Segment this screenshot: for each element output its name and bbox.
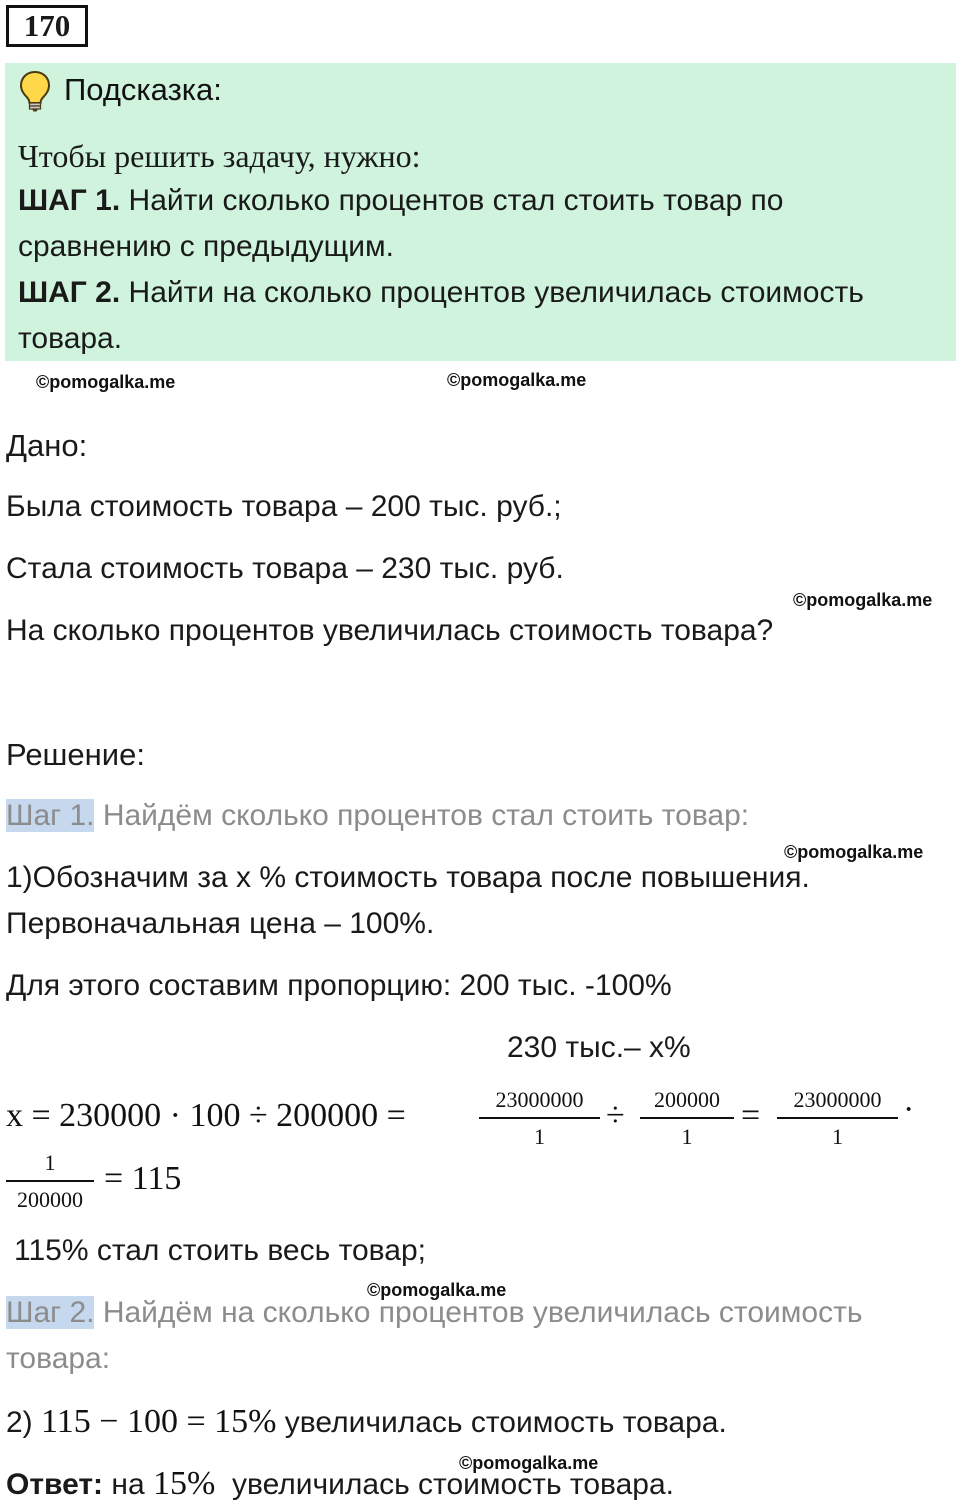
multiply-dot: · <box>903 1091 915 1128</box>
watermark: ©pomogalka.me <box>793 590 933 610</box>
fraction-numerator: 200000 <box>654 1087 720 1112</box>
solution-line: 1)Обозначим за x % стоимость товара после повышения. <box>6 861 810 894</box>
proportion-line2: 230 тыс.– x% <box>507 1031 691 1064</box>
solution-line: Первоначальная цена – 100%. <box>6 907 435 940</box>
line-math: 115 − 100 = 15% <box>41 1403 277 1440</box>
hint-step1 <box>18 184 783 218</box>
hint-step2 <box>18 276 864 310</box>
line-prefix: 2) <box>6 1406 33 1439</box>
fraction-denominator: 1 <box>832 1124 843 1149</box>
solution-step2 <box>6 1296 862 1330</box>
fraction-numerator: 23000000 <box>793 1087 882 1112</box>
fraction <box>479 1087 600 1149</box>
given-heading: Дано: <box>6 428 88 463</box>
lightbulb-icon <box>18 70 52 112</box>
step1-label: Шаг 1. <box>6 799 95 832</box>
equals-sign: = <box>741 1097 761 1134</box>
hint-step2-line2: товара. <box>18 322 123 355</box>
fraction-denominator: 1 <box>534 1124 545 1149</box>
watermark: ©pomogalka.me <box>459 1453 599 1473</box>
watermark: ©pomogalka.me <box>36 372 176 392</box>
fraction-numerator: 1 <box>44 1150 56 1175</box>
fraction <box>777 1087 898 1149</box>
line-text: увеличилась стоимость товара. <box>276 1406 727 1439</box>
hint-title: Подсказка: <box>64 72 222 107</box>
fraction-numerator: 23000000 <box>495 1087 584 1112</box>
given-question: На сколько процентов увеличилась стоимость товара? <box>6 614 774 647</box>
solution-heading: Решение: <box>6 737 145 772</box>
proportion-line1: Для этого составим пропорцию: 200 тыс. -100% <box>6 969 672 1002</box>
step2-label: Шаг 2. <box>6 1296 95 1329</box>
hint-step1-text: Найти сколько процентов стал стоить товар по <box>128 184 784 217</box>
watermark: ©pomogalka.me <box>367 1280 507 1300</box>
answer-prefix: на <box>103 1468 153 1501</box>
answer <box>6 1465 674 1503</box>
fraction <box>640 1087 734 1149</box>
watermark: ©pomogalka.me <box>447 370 587 390</box>
solution-step1 <box>6 799 749 833</box>
solution-line: 115% стал стоить весь товар; <box>14 1234 426 1267</box>
step2-text: Найдём на сколько процентов увеличилась стоимость <box>94 1296 863 1329</box>
equation-left: x = 230000 · 100 ÷ 200000 = <box>6 1097 406 1134</box>
hint-step1-line2: сравнению с предыдущим. <box>18 230 394 263</box>
fraction-denominator: 200000 <box>17 1187 83 1212</box>
step1-text: Найдём сколько процентов стал стоить товар: <box>94 799 750 832</box>
answer-label: Ответ: <box>6 1468 104 1501</box>
task-number: 170 <box>6 5 88 47</box>
step2-text-line2: товара: <box>6 1342 111 1375</box>
fraction <box>6 1150 94 1212</box>
answer-math: 15% <box>152 1465 216 1502</box>
equation-result: = 115 <box>104 1160 182 1197</box>
given-line: Была стоимость товара – 200 тыс. руб.; <box>6 490 562 523</box>
hint-intro: Чтобы решить задачу, нужно: <box>18 138 421 174</box>
watermark: ©pomogalka.me <box>784 842 924 862</box>
fraction-denominator: 1 <box>681 1124 693 1149</box>
solution-line <box>6 1403 727 1441</box>
hint-step2-text: Найти на сколько процентов увеличилась стоимость <box>128 276 864 309</box>
division-sign: ÷ <box>606 1097 625 1134</box>
given-line: Стала стоимость товара – 230 тыс. руб. <box>6 552 564 585</box>
answer-text: увеличилась стоимость товара. <box>215 1468 674 1501</box>
hint-step2-label: ШАГ 2. <box>18 276 121 309</box>
hint-step1-label: ШАГ 1. <box>18 184 121 217</box>
